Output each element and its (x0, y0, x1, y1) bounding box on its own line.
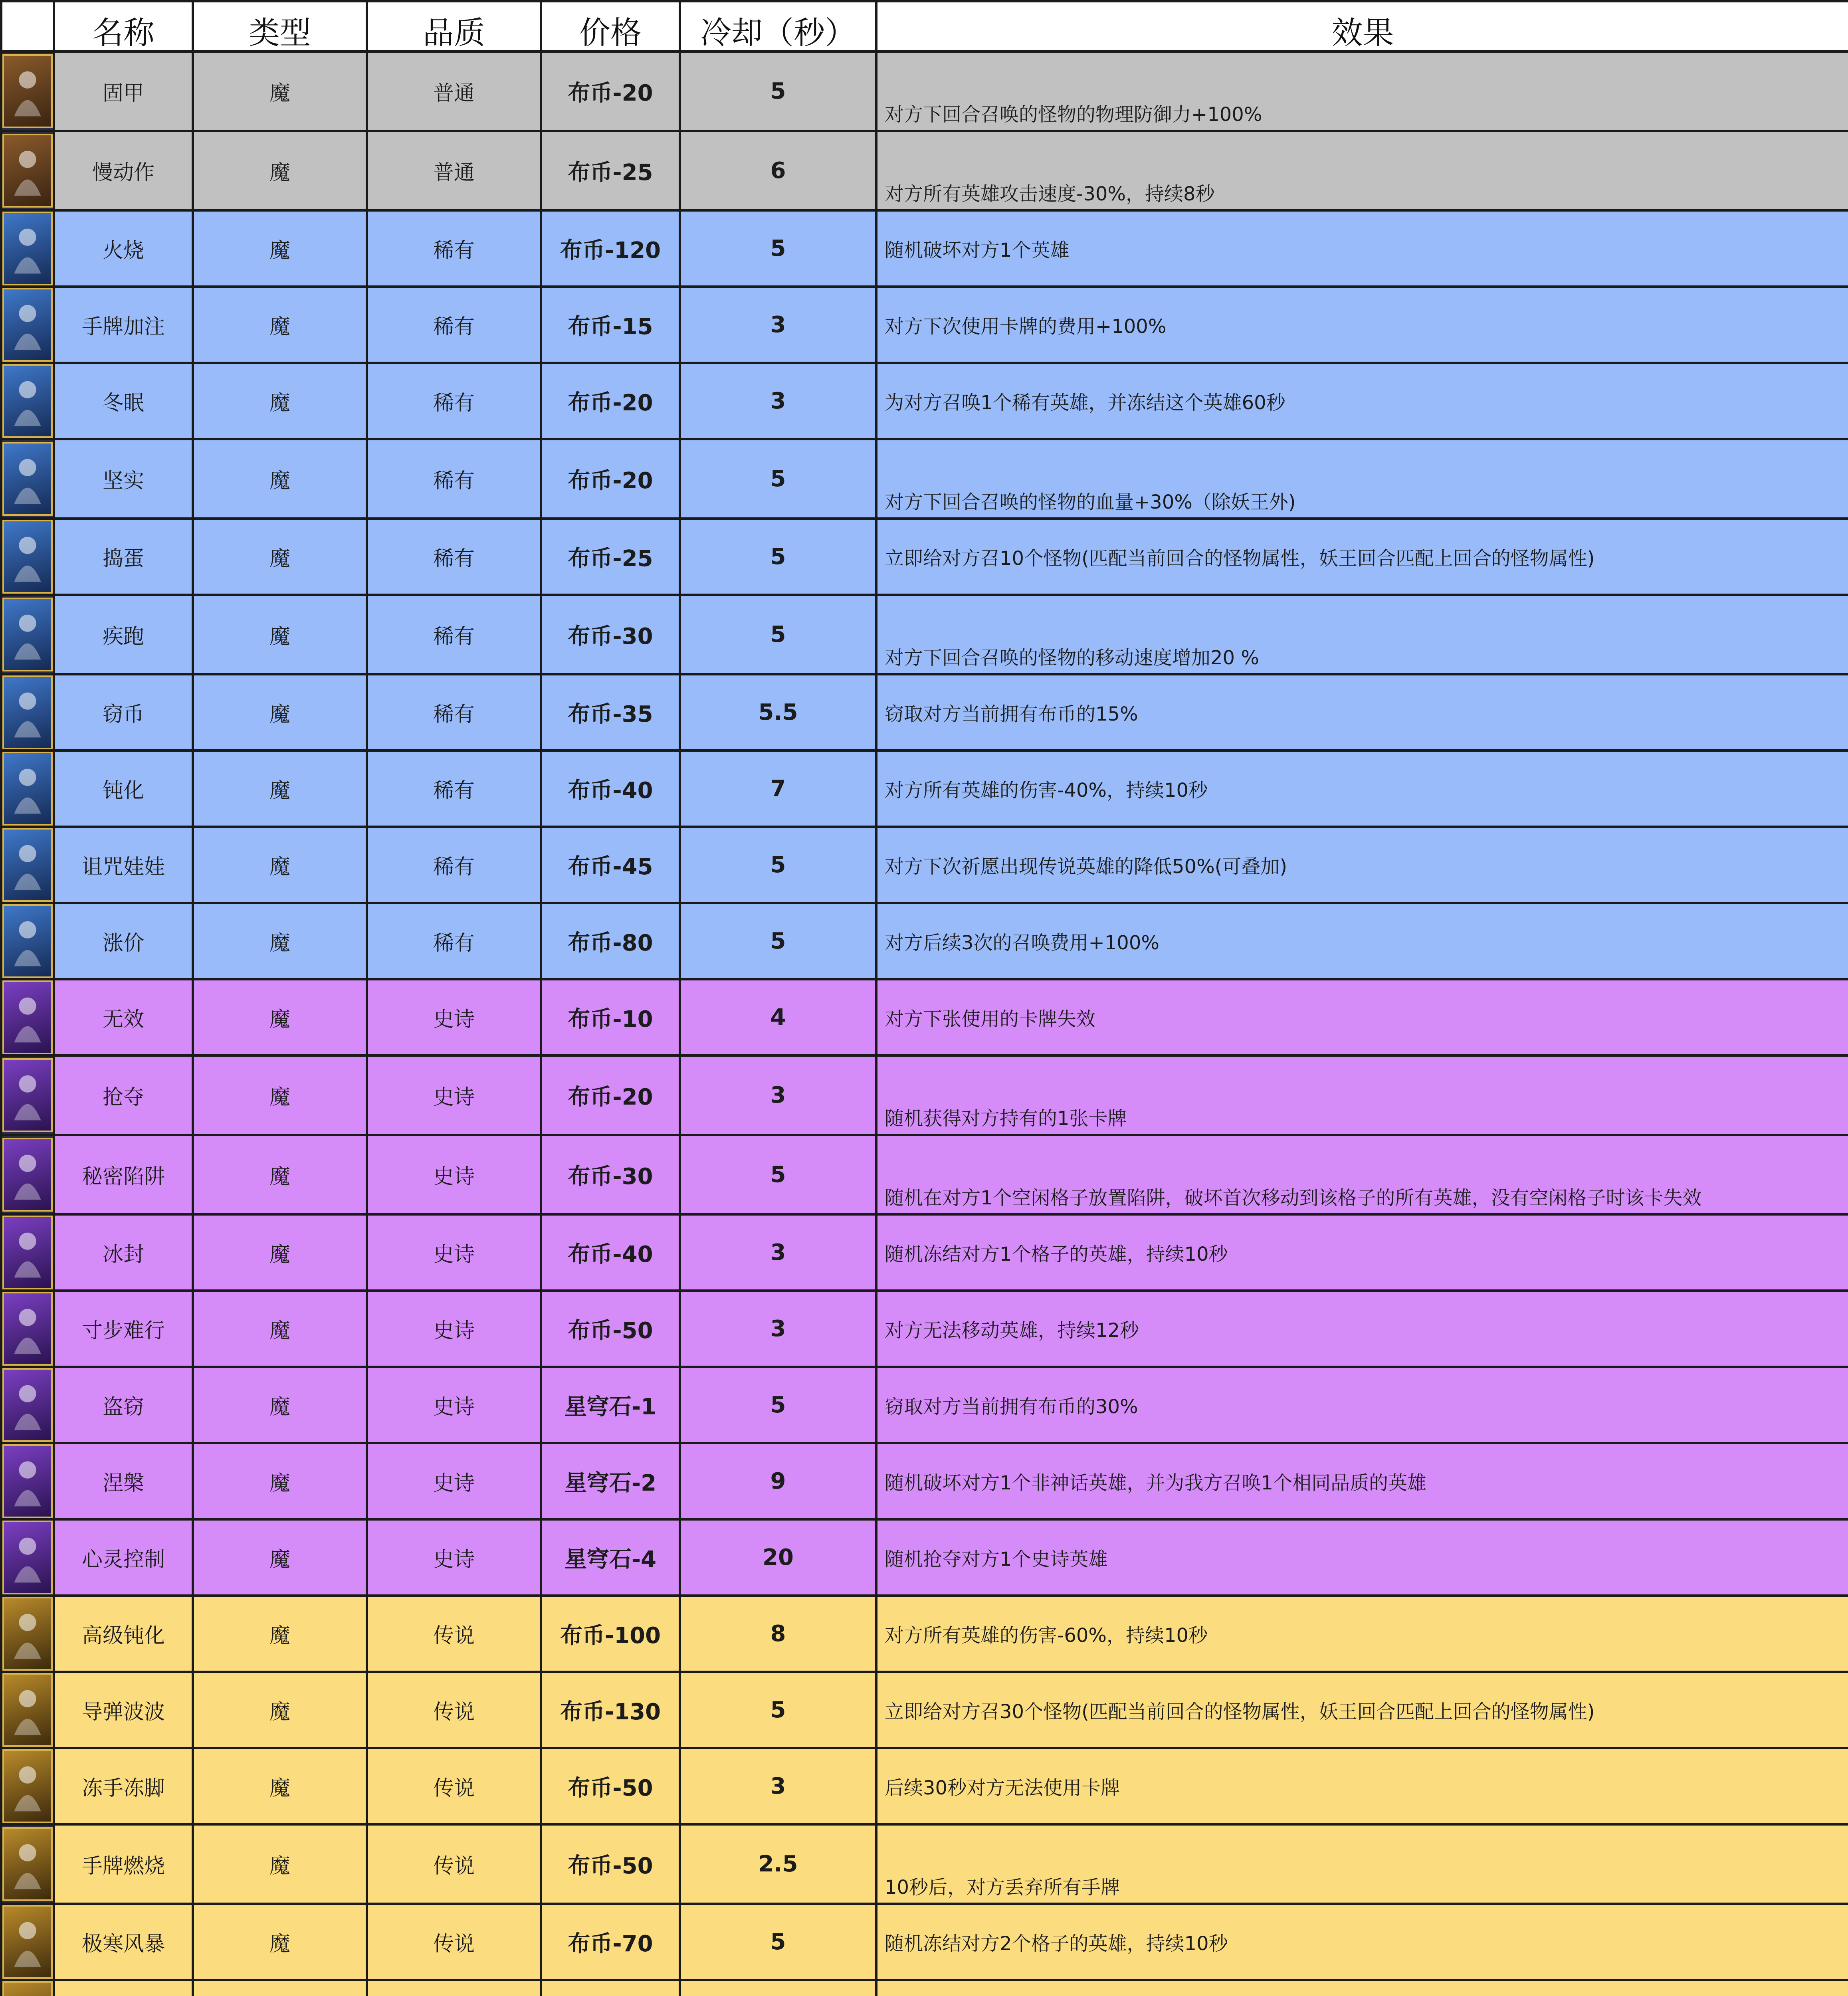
card-cooldown: 7 (680, 750, 876, 827)
sleep-icon-art (8, 371, 47, 431)
card-effect: 立即给对方召30个怪物(匹配当前回合的怪物属性，妖王回合匹配上回合的怪物属性) (876, 1672, 1848, 1748)
table-row-2 (1, 131, 1848, 210)
card-type (193, 1980, 367, 1996)
card-cooldown: 5 (680, 1135, 876, 1214)
table-row-13 (1, 979, 1848, 1055)
icon-cell (1, 1135, 54, 1214)
card-cooldown: 5 (680, 210, 876, 287)
grab-icon-art (8, 1065, 47, 1125)
card-type: 魔 (193, 750, 367, 827)
table-row-17 (1, 1291, 1848, 1367)
card-type: 魔 (193, 903, 367, 979)
card-cooldown: 5 (680, 51, 876, 131)
card-type: 魔 (193, 51, 367, 131)
card-quality: 稀有 (367, 210, 541, 287)
card-cooldown: 4 (680, 979, 876, 1055)
header-row (1, 1, 1848, 51)
card-quality: 史诗 (367, 1519, 541, 1596)
card-type: 魔 (193, 827, 367, 903)
card-effect: 10秒后，对方丢弃所有手牌 (876, 1824, 1848, 1904)
header-price: 价格 (541, 1, 680, 51)
icon-cell (1, 750, 54, 827)
card-cooldown: 5 (680, 595, 876, 674)
table-row-23 (1, 1748, 1848, 1824)
chain-icon-art (8, 1299, 47, 1359)
card-price: 布币-120 (541, 210, 680, 287)
card-type: 魔 (193, 287, 367, 363)
card-name: 火烧 (54, 210, 193, 287)
header-quality: 品质 (367, 1, 541, 51)
card-name: 诅咒娃娃 (54, 827, 193, 903)
card-name: 疾跑 (54, 595, 193, 674)
card-effect: 对方下回合召唤的怪物的物理防御力+100% (876, 51, 1848, 131)
thief-icon-art (8, 683, 47, 743)
card-name: 抢夺 (54, 1055, 193, 1135)
table-row-1 (1, 51, 1848, 131)
card-type: 魔 (193, 1055, 367, 1135)
card-price: 布币-25 (541, 519, 680, 595)
card-name: 冬眠 (54, 363, 193, 439)
header-cooldown: 冷却（秒） (680, 1, 876, 51)
card-cooldown: 5 (680, 903, 876, 979)
fire-icon (2, 212, 53, 285)
weaken-icon-art (8, 759, 47, 819)
shield-icon (2, 54, 53, 128)
card-type: 魔 (193, 439, 367, 519)
icon-cell (1, 1672, 54, 1748)
steal-icon-art (8, 1375, 47, 1435)
card-type: 魔 (193, 1135, 367, 1214)
card-cooldown (680, 1980, 876, 1996)
card-type: 魔 (193, 1596, 367, 1672)
card-effect: 对方无法移动英雄，持续12秒 (876, 1291, 1848, 1367)
card-type: 魔 (193, 1291, 367, 1367)
mind-control-icon-art (8, 1528, 47, 1588)
blizzard-icon (2, 1905, 53, 1979)
card-quality: 史诗 (367, 1135, 541, 1214)
voodoo-doll-icon (2, 828, 53, 902)
table-row-26 (1, 1980, 1848, 1996)
card-quality: 史诗 (367, 1443, 541, 1519)
card-effect: 对方后续3次的召唤费用+100% (876, 903, 1848, 979)
icon-cell (1, 210, 54, 287)
table-row-8 (1, 595, 1848, 674)
card-price (541, 1980, 680, 1996)
card-name: 高级钝化 (54, 1596, 193, 1672)
icon-cell (1, 363, 54, 439)
card-name: 涅槃 (54, 1443, 193, 1519)
weaken-icon (2, 752, 53, 826)
monster-icon-art (8, 449, 47, 509)
card-quality: 稀有 (367, 903, 541, 979)
table-row-11 (1, 827, 1848, 903)
card-quality: 传说 (367, 1596, 541, 1672)
card-quality: 史诗 (367, 1214, 541, 1291)
card-quality: 稀有 (367, 439, 541, 519)
card-effect: 对方下回合召唤的怪物的血量+30%（除妖王外) (876, 439, 1848, 519)
card-name: 导弹波波 (54, 1672, 193, 1748)
card-effect (876, 1980, 1848, 1996)
table-row-22 (1, 1672, 1848, 1748)
card-cooldown: 20 (680, 1519, 876, 1596)
card-price: 布币-40 (541, 1214, 680, 1291)
table-row-12 (1, 903, 1848, 979)
phoenix-icon-art (8, 1451, 47, 1511)
card-name: 固甲 (54, 51, 193, 131)
card-quality: 稀有 (367, 750, 541, 827)
card-cooldown: 9 (680, 1443, 876, 1519)
card-quality: 史诗 (367, 979, 541, 1055)
sleep-icon (2, 364, 53, 438)
wave-icon-art (8, 1680, 47, 1740)
card-type: 魔 (193, 1367, 367, 1443)
card-type: 魔 (193, 131, 367, 210)
card-name: 极寒风暴 (54, 1904, 193, 1980)
icon-cell (1, 131, 54, 210)
card-effect: 对方下次祈愿出现传说英雄的降低50%(可叠加) (876, 827, 1848, 903)
table-row-3 (1, 210, 1848, 287)
card-quality: 传说 (367, 1672, 541, 1748)
table-row-5 (1, 363, 1848, 439)
card-type: 魔 (193, 674, 367, 750)
card-type: 魔 (193, 1443, 367, 1519)
fire-icon-art (8, 219, 47, 279)
card-effect: 随机抢夺对方1个史诗英雄 (876, 1519, 1848, 1596)
card-price: 布币-25 (541, 131, 680, 210)
table-row-21 (1, 1596, 1848, 1672)
sword-icon-art (8, 141, 47, 201)
card-cooldown: 5 (680, 1672, 876, 1748)
card-effect: 随机冻结对方1个格子的英雄，持续10秒 (876, 1214, 1848, 1291)
icon-cell (1, 1214, 54, 1291)
price-up-icon-art (8, 911, 47, 971)
card-effect: 立即给对方召10个怪物(匹配当前回合的怪物属性，妖王回合匹配上回合的怪物属性) (876, 519, 1848, 595)
card-cooldown: 5 (680, 519, 876, 595)
card-effect: 窃取对方当前拥有布币的15% (876, 674, 1848, 750)
icon-cell (1, 1596, 54, 1672)
card-price: 布币-50 (541, 1824, 680, 1904)
card-effect: 对方所有英雄攻击速度-30%，持续8秒 (876, 131, 1848, 210)
card-price: 星穹石-2 (541, 1443, 680, 1519)
card-effect: 对方下张使用的卡牌失效 (876, 979, 1848, 1055)
card-price: 布币-45 (541, 827, 680, 903)
card-quality (367, 1980, 541, 1996)
steal-icon (2, 1368, 53, 1442)
header-effect: 效果 (876, 1, 1848, 51)
icon-cell (1, 1055, 54, 1135)
blizzard-icon-art (8, 1912, 47, 1972)
table-body (1, 51, 1848, 1996)
card-price: 布币-30 (541, 595, 680, 674)
card-name: 无效 (54, 979, 193, 1055)
card-name: 寸步难行 (54, 1291, 193, 1367)
card-price: 布币-80 (541, 903, 680, 979)
card-price: 布币-40 (541, 750, 680, 827)
card-cooldown: 3 (680, 1055, 876, 1135)
ice-icon (2, 1216, 53, 1289)
card-price: 布币-15 (541, 287, 680, 363)
card-quality: 传说 (367, 1824, 541, 1904)
card-type: 魔 (193, 519, 367, 595)
card-type: 魔 (193, 363, 367, 439)
card-cooldown: 5 (680, 1904, 876, 1980)
card-effect: 对方所有英雄的伤害-60%，持续10秒 (876, 1596, 1848, 1672)
icon-cell (1, 51, 54, 131)
card-type: 魔 (193, 979, 367, 1055)
card-name: 慢动作 (54, 131, 193, 210)
icon-cell (1, 1980, 54, 1996)
card-cooldown: 2.5 (680, 1824, 876, 1904)
card-cooldown: 6 (680, 131, 876, 210)
icon-cell (1, 595, 54, 674)
table-row-18 (1, 1367, 1848, 1443)
table-row-19 (1, 1443, 1848, 1519)
card-cooldown: 3 (680, 1214, 876, 1291)
mind-control-icon (2, 1521, 53, 1594)
cards-icon (2, 288, 53, 362)
card-price: 布币-30 (541, 1135, 680, 1214)
card-name: 冰封 (54, 1214, 193, 1291)
icon-cell (1, 1824, 54, 1904)
card-effect: 对方下回合召唤的怪物的移动速度增加20 % (876, 595, 1848, 674)
icon-cell (1, 287, 54, 363)
ice-icon-art (8, 1223, 47, 1283)
card-name: 冻手冻脚 (54, 1748, 193, 1824)
table-row-6 (1, 439, 1848, 519)
card-name: 盗窃 (54, 1367, 193, 1443)
icon-cell (1, 1748, 54, 1824)
table-row-15 (1, 1135, 1848, 1214)
dash-icon-art (8, 605, 47, 665)
card-name (54, 1980, 193, 1996)
phoenix-icon (2, 1444, 53, 1518)
burn-cards-icon (2, 1827, 53, 1901)
icon-cell (1, 1443, 54, 1519)
icon-cell (1, 674, 54, 750)
card-type: 魔 (193, 1214, 367, 1291)
trap-icon (2, 1138, 53, 1212)
card-quality: 稀有 (367, 674, 541, 750)
card-price: 布币-50 (541, 1748, 680, 1824)
card-effect: 后续30秒对方无法使用卡牌 (876, 1748, 1848, 1824)
card-quality: 传说 (367, 1748, 541, 1824)
header-icon-cell (1, 1, 54, 51)
table-row-16 (1, 1214, 1848, 1291)
dash-icon (2, 598, 53, 671)
card-quality: 史诗 (367, 1291, 541, 1367)
card-price: 布币-20 (541, 363, 680, 439)
icon-cell (1, 979, 54, 1055)
card-quality: 史诗 (367, 1367, 541, 1443)
weaken-plus-icon-art (8, 1604, 47, 1664)
icon-cell (1, 827, 54, 903)
flame-monster-icon-art (8, 527, 47, 587)
card-name: 手牌燃烧 (54, 1824, 193, 1904)
card-price: 布币-20 (541, 1055, 680, 1135)
card-quality: 传说 (367, 1904, 541, 1980)
card-effect: 随机破坏对方1个英雄 (876, 210, 1848, 287)
cards-icon-art (8, 295, 47, 355)
table-row-24 (1, 1824, 1848, 1904)
icon-cell (1, 1904, 54, 1980)
table-row-4 (1, 287, 1848, 363)
card-price: 星穹石-4 (541, 1519, 680, 1596)
card-effect: 随机破坏对方1个非神话英雄，并为我方召唤1个相同品质的英雄 (876, 1443, 1848, 1519)
chain-icon (2, 1292, 53, 1366)
card-name: 心灵控制 (54, 1519, 193, 1596)
card-price: 布币-20 (541, 51, 680, 131)
table-row-7 (1, 519, 1848, 595)
will-control-icon (2, 1981, 53, 1996)
monster-icon (2, 442, 53, 516)
card-quality: 稀有 (367, 519, 541, 595)
card-name: 捣蛋 (54, 519, 193, 595)
header-name: 名称 (54, 1, 193, 51)
forbidden-icon (2, 980, 53, 1054)
card-type: 魔 (193, 1519, 367, 1596)
card-effect: 随机在对方1个空闲格子放置陷阱，破坏首次移动到该格子的所有英雄，没有空闲格子时该卡失效 (876, 1135, 1848, 1214)
table-row-20 (1, 1519, 1848, 1596)
card-price: 星穹石-1 (541, 1367, 680, 1443)
card-cooldown: 3 (680, 1748, 876, 1824)
card-cooldown: 3 (680, 1291, 876, 1367)
card-effect: 窃取对方当前拥有布币的30% (876, 1367, 1848, 1443)
card-cooldown: 5 (680, 1367, 876, 1443)
card-price: 布币-50 (541, 1291, 680, 1367)
wave-icon (2, 1673, 53, 1747)
header-type: 类型 (193, 1, 367, 51)
card-cooldown: 5 (680, 439, 876, 519)
card-name: 手牌加注 (54, 287, 193, 363)
card-effect: 随机冻结对方2个格子的英雄，持续10秒 (876, 1904, 1848, 1980)
table-row-25 (1, 1904, 1848, 1980)
card-quality: 史诗 (367, 1055, 541, 1135)
grab-icon (2, 1058, 53, 1132)
will-control-icon-art (8, 1988, 47, 1996)
frost-face-icon (2, 1749, 53, 1823)
card-price: 布币-70 (541, 1904, 680, 1980)
shield-icon-art (8, 61, 47, 121)
card-type: 魔 (193, 595, 367, 674)
card-type: 魔 (193, 1824, 367, 1904)
card-quality: 稀有 (367, 287, 541, 363)
card-effect: 为对方召唤1个稀有英雄，并冻结这个英雄60秒 (876, 363, 1848, 439)
card-name: 窃币 (54, 674, 193, 750)
card-cooldown: 8 (680, 1596, 876, 1672)
card-price: 布币-130 (541, 1672, 680, 1748)
trap-icon-art (8, 1145, 47, 1205)
card-quality: 稀有 (367, 363, 541, 439)
card-effect: 对方下次使用卡牌的费用+100% (876, 287, 1848, 363)
card-name: 涨价 (54, 903, 193, 979)
card-name: 坚实 (54, 439, 193, 519)
card-quality: 稀有 (367, 827, 541, 903)
card-type: 魔 (193, 1904, 367, 1980)
card-quality: 普通 (367, 131, 541, 210)
card-price: 布币-100 (541, 1596, 680, 1672)
flame-monster-icon (2, 520, 53, 594)
card-effect: 对方所有英雄的伤害-40%，持续10秒 (876, 750, 1848, 827)
table-row-10 (1, 750, 1848, 827)
card-price: 布币-35 (541, 674, 680, 750)
icon-cell (1, 1367, 54, 1443)
burn-cards-icon-art (8, 1834, 47, 1894)
icon-cell (1, 1519, 54, 1596)
icon-cell (1, 1291, 54, 1367)
card-effect: 随机获得对方持有的1张卡牌 (876, 1055, 1848, 1135)
card-cooldown: 3 (680, 363, 876, 439)
card-cooldown: 3 (680, 287, 876, 363)
card-cooldown: 5.5 (680, 674, 876, 750)
icon-cell (1, 519, 54, 595)
card-type: 魔 (193, 210, 367, 287)
card-quality: 稀有 (367, 595, 541, 674)
table-row-14 (1, 1055, 1848, 1135)
icon-cell (1, 903, 54, 979)
sword-icon (2, 134, 53, 208)
icon-cell (1, 439, 54, 519)
thief-icon (2, 675, 53, 749)
card-type: 魔 (193, 1748, 367, 1824)
card-type: 魔 (193, 1672, 367, 1748)
card-price: 布币-20 (541, 439, 680, 519)
card-price: 布币-10 (541, 979, 680, 1055)
frost-face-icon-art (8, 1756, 47, 1816)
card-quality: 普通 (367, 51, 541, 131)
table-row-9 (1, 674, 1848, 750)
card-name: 秘密陷阱 (54, 1135, 193, 1214)
price-up-icon (2, 904, 53, 978)
forbidden-icon-art (8, 988, 47, 1048)
card-cooldown: 5 (680, 827, 876, 903)
card-name: 钝化 (54, 750, 193, 827)
voodoo-doll-icon-art (8, 835, 47, 895)
weaken-plus-icon (2, 1597, 53, 1671)
